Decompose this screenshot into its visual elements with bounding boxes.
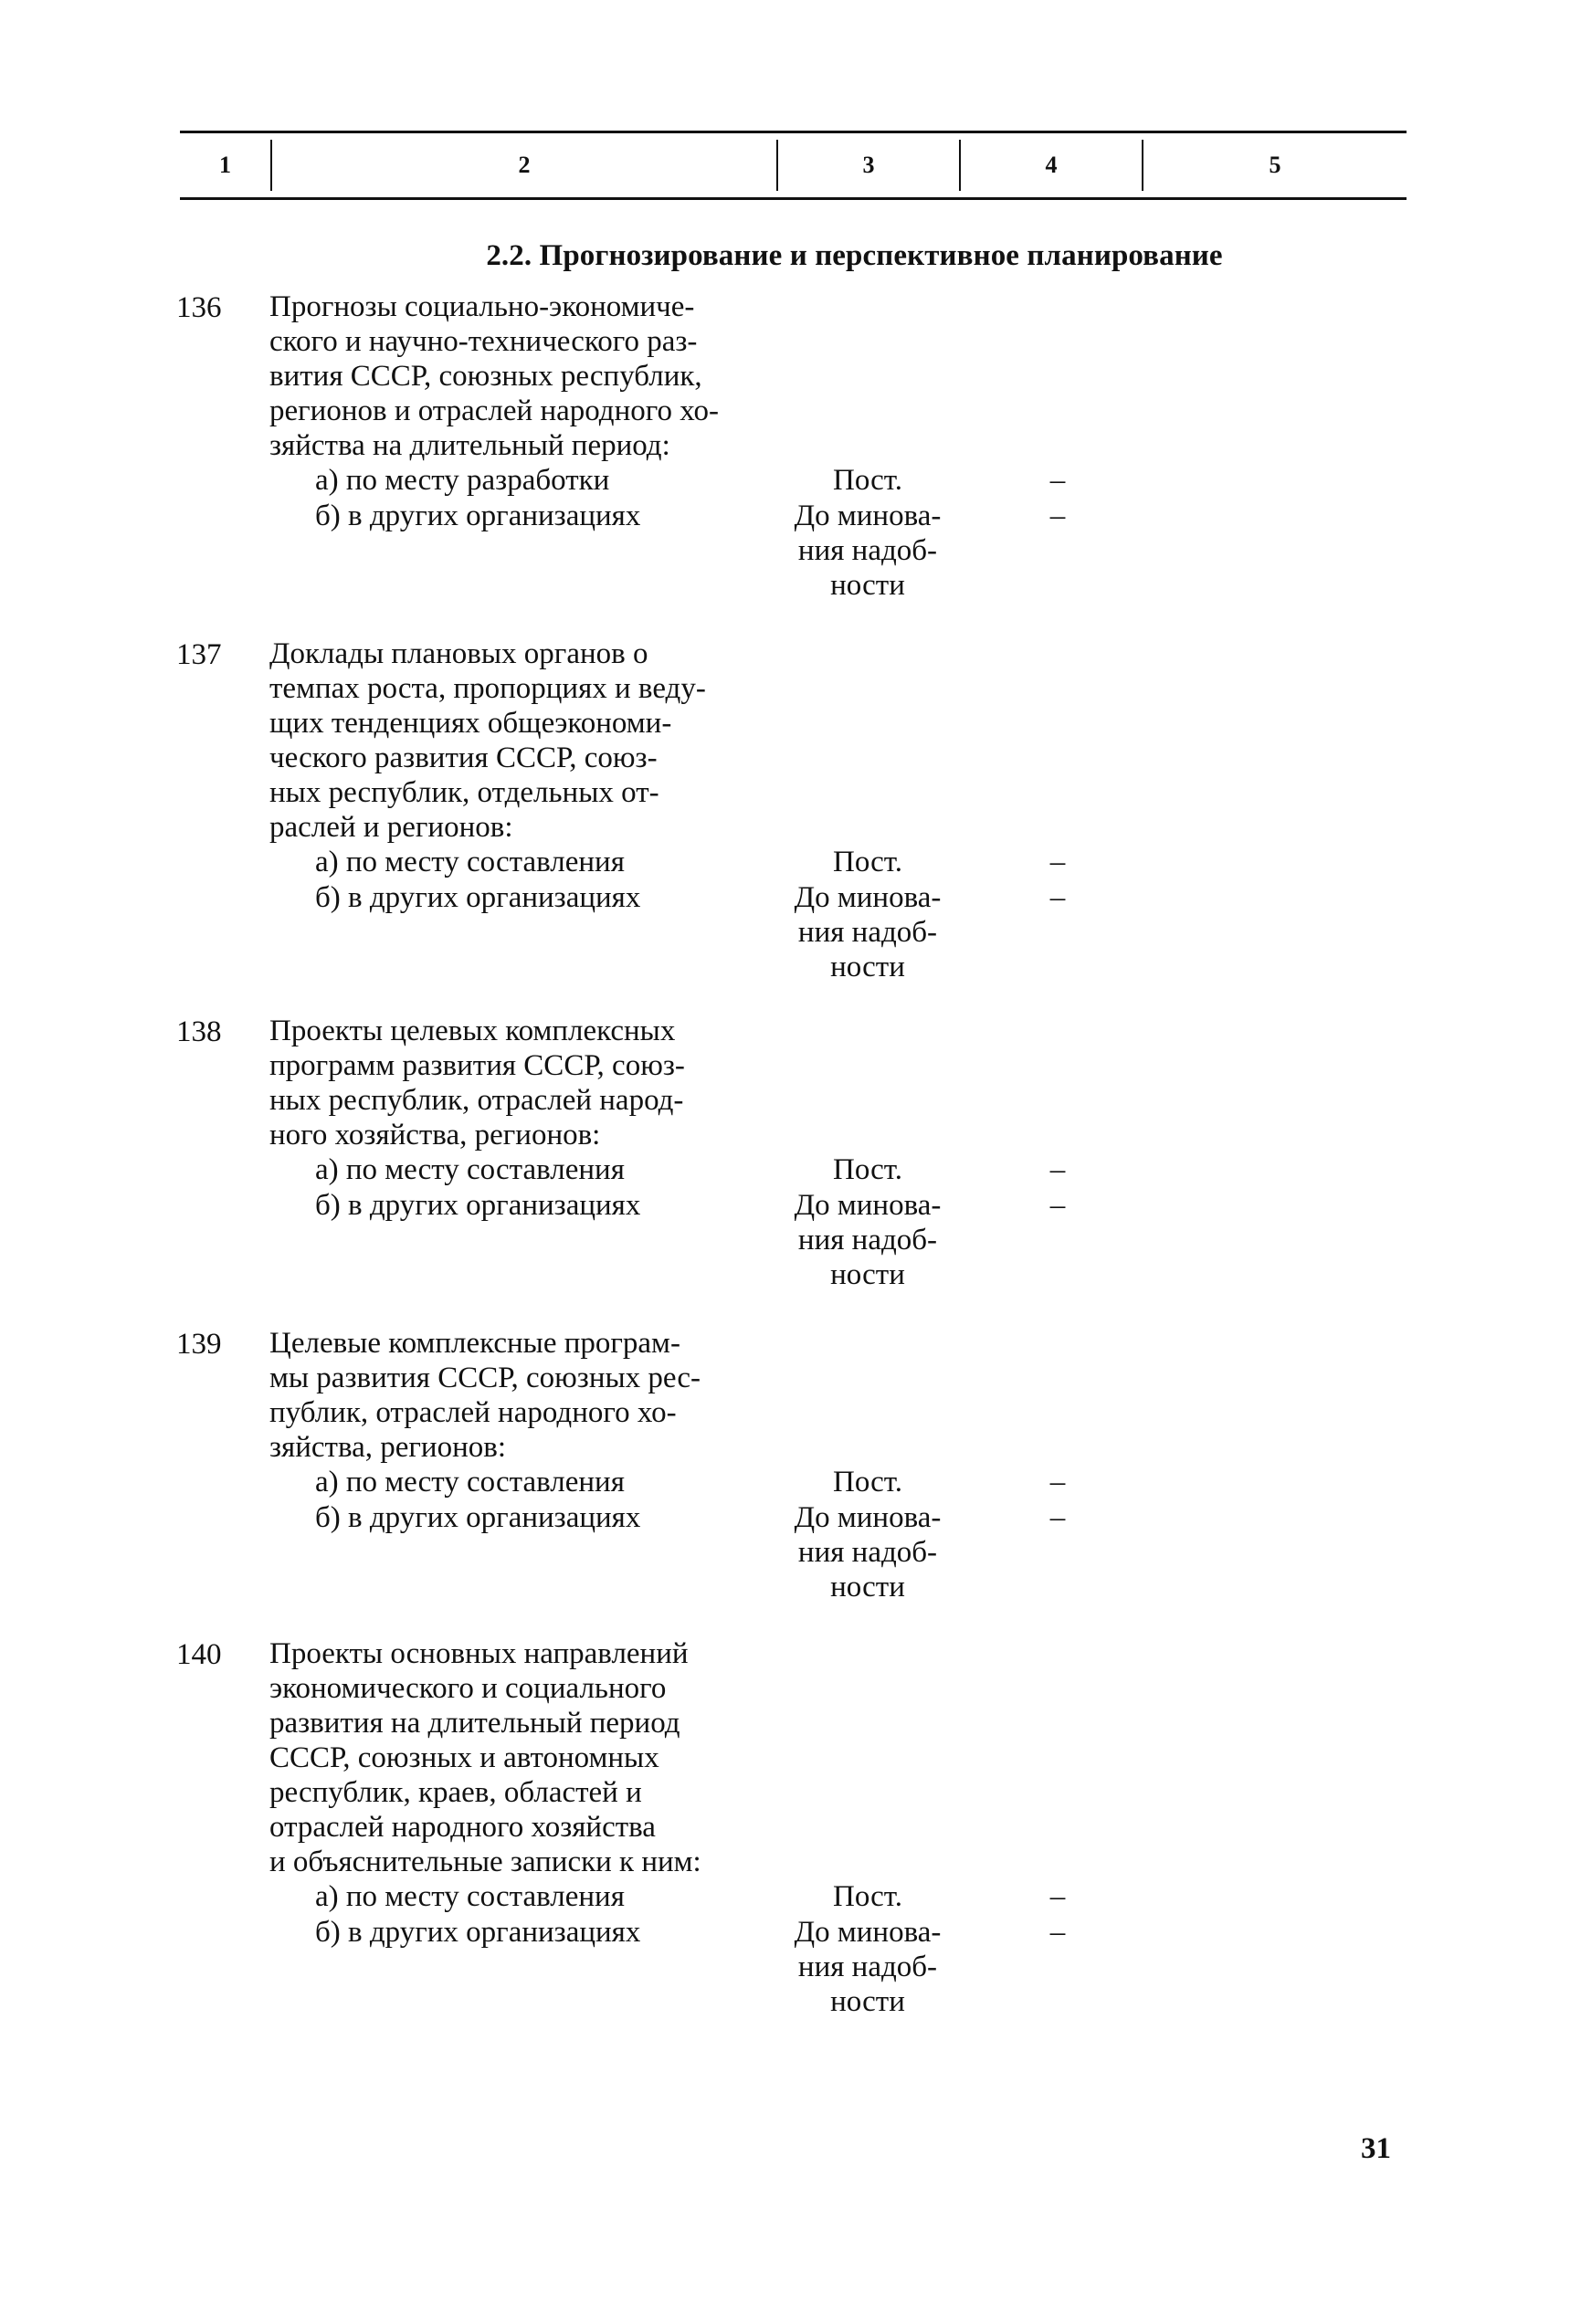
description-line: ных республик, отраслей народ- [269, 1084, 684, 1117]
sub-item-b: б) в других организациях [315, 500, 641, 532]
description-line: ского и научно-технического раз- [269, 325, 698, 358]
section-title-text: 2.2. Прогнозирование и перспективное планирование [486, 239, 1223, 272]
description-line: ных республик, отдельных от- [269, 776, 659, 809]
col4-value-a: – [1049, 846, 1066, 878]
article-number: 136 [176, 291, 222, 324]
sub-item-a: а) по месту составления [315, 1153, 625, 1186]
description-line: щих тенденциях общеэкономи- [269, 707, 672, 740]
article-description [269, 1326, 799, 1465]
col4-value-b: – [1049, 500, 1066, 532]
col4-value-a: – [1049, 464, 1066, 497]
article-number: 137 [176, 638, 222, 671]
sub-item-b: б) в других организациях [315, 1501, 641, 1534]
description-line: регионов и отраслей народного хо- [269, 394, 719, 427]
retention-term-b: До минова- ния надоб- ности [794, 1501, 942, 1604]
description-line: ческого развития СССР, союз- [269, 741, 658, 774]
column-header-row [180, 131, 1407, 200]
article-number: 139 [176, 1328, 222, 1361]
description-line: Целевые комплексные програм- [269, 1327, 680, 1360]
description-line: программ развития СССР, союз- [269, 1049, 685, 1082]
col4-value-b: – [1049, 1189, 1066, 1222]
col4-value-b: – [1049, 1916, 1066, 1949]
description-line: темпах роста, пропорциях и веду- [269, 672, 706, 705]
retention-term-b: До минова- ния надоб- ности [794, 1916, 942, 2018]
retention-term-b: До минова- ния надоб- ности [794, 500, 942, 602]
retention-term-a: Пост. [833, 1153, 902, 1186]
description-line: мы развития СССР, союзных рес- [269, 1362, 701, 1394]
col4-value-a: – [1049, 1466, 1066, 1499]
retention-term-a: Пост. [833, 464, 902, 497]
article-number: 140 [176, 1638, 222, 1671]
description-line: отраслей народного хозяйства [269, 1811, 656, 1844]
sub-item-b: б) в других организациях [315, 1916, 641, 1949]
retention-term-a: Пост. [833, 846, 902, 878]
col4-value-b: – [1049, 881, 1066, 914]
column-header-3: 3 [862, 152, 875, 178]
article-description [269, 289, 799, 463]
description-line: зяйства, регионов: [269, 1431, 506, 1464]
description-line: Проекты целевых комплексных [269, 1015, 676, 1047]
retention-term-b: До минова- ния надоб- ности [794, 881, 942, 983]
sub-item-a: а) по месту составления [315, 846, 625, 878]
article-description [269, 1636, 799, 1879]
col4-value-a: – [1049, 1153, 1066, 1186]
description-line: раслей и регионов: [269, 811, 513, 844]
retention-term-a: Пост. [833, 1466, 902, 1499]
sub-item-a: а) по месту разработки [315, 464, 610, 497]
description-line: экономического и социального [269, 1672, 667, 1705]
section-title [0, 239, 1570, 273]
description-line: Доклады плановых органов о [269, 637, 648, 670]
description-line: зяйства на длительный период: [269, 429, 670, 462]
description-line: вития СССР, союзных республик, [269, 360, 702, 393]
sub-item-b: б) в других организациях [315, 1189, 641, 1222]
retention-term-a: Пост. [833, 1880, 902, 1913]
article-description [269, 1014, 799, 1152]
description-line: СССР, союзных и автономных [269, 1741, 659, 1774]
col4-value-b: – [1049, 1501, 1066, 1534]
column-header-2: 2 [518, 152, 531, 178]
column-header-1: 1 [219, 152, 231, 178]
sub-item-a: а) по месту составления [315, 1880, 625, 1913]
sub-item-b: б) в других организациях [315, 881, 641, 914]
page-number: 31 [1361, 2132, 1391, 2165]
description-line: и объяснительные записки к ним: [269, 1846, 701, 1878]
article-description [269, 636, 799, 845]
description-line: публик, отраслей народного хо- [269, 1396, 677, 1429]
description-line: развития на длительный период [269, 1707, 680, 1740]
description-line: ного хозяйства, регионов: [269, 1119, 601, 1151]
column-header-4: 4 [1045, 152, 1058, 178]
retention-term-b: До минова- ния надоб- ности [794, 1189, 942, 1291]
description-line: Прогнозы социально-экономиче- [269, 290, 695, 323]
sub-item-a: а) по месту составления [315, 1466, 625, 1499]
column-header-5: 5 [1269, 152, 1281, 178]
article-number: 138 [176, 1015, 222, 1048]
description-line: республик, краев, областей и [269, 1776, 642, 1809]
col4-value-a: – [1049, 1880, 1066, 1913]
description-line: Проекты основных направлений [269, 1637, 689, 1670]
